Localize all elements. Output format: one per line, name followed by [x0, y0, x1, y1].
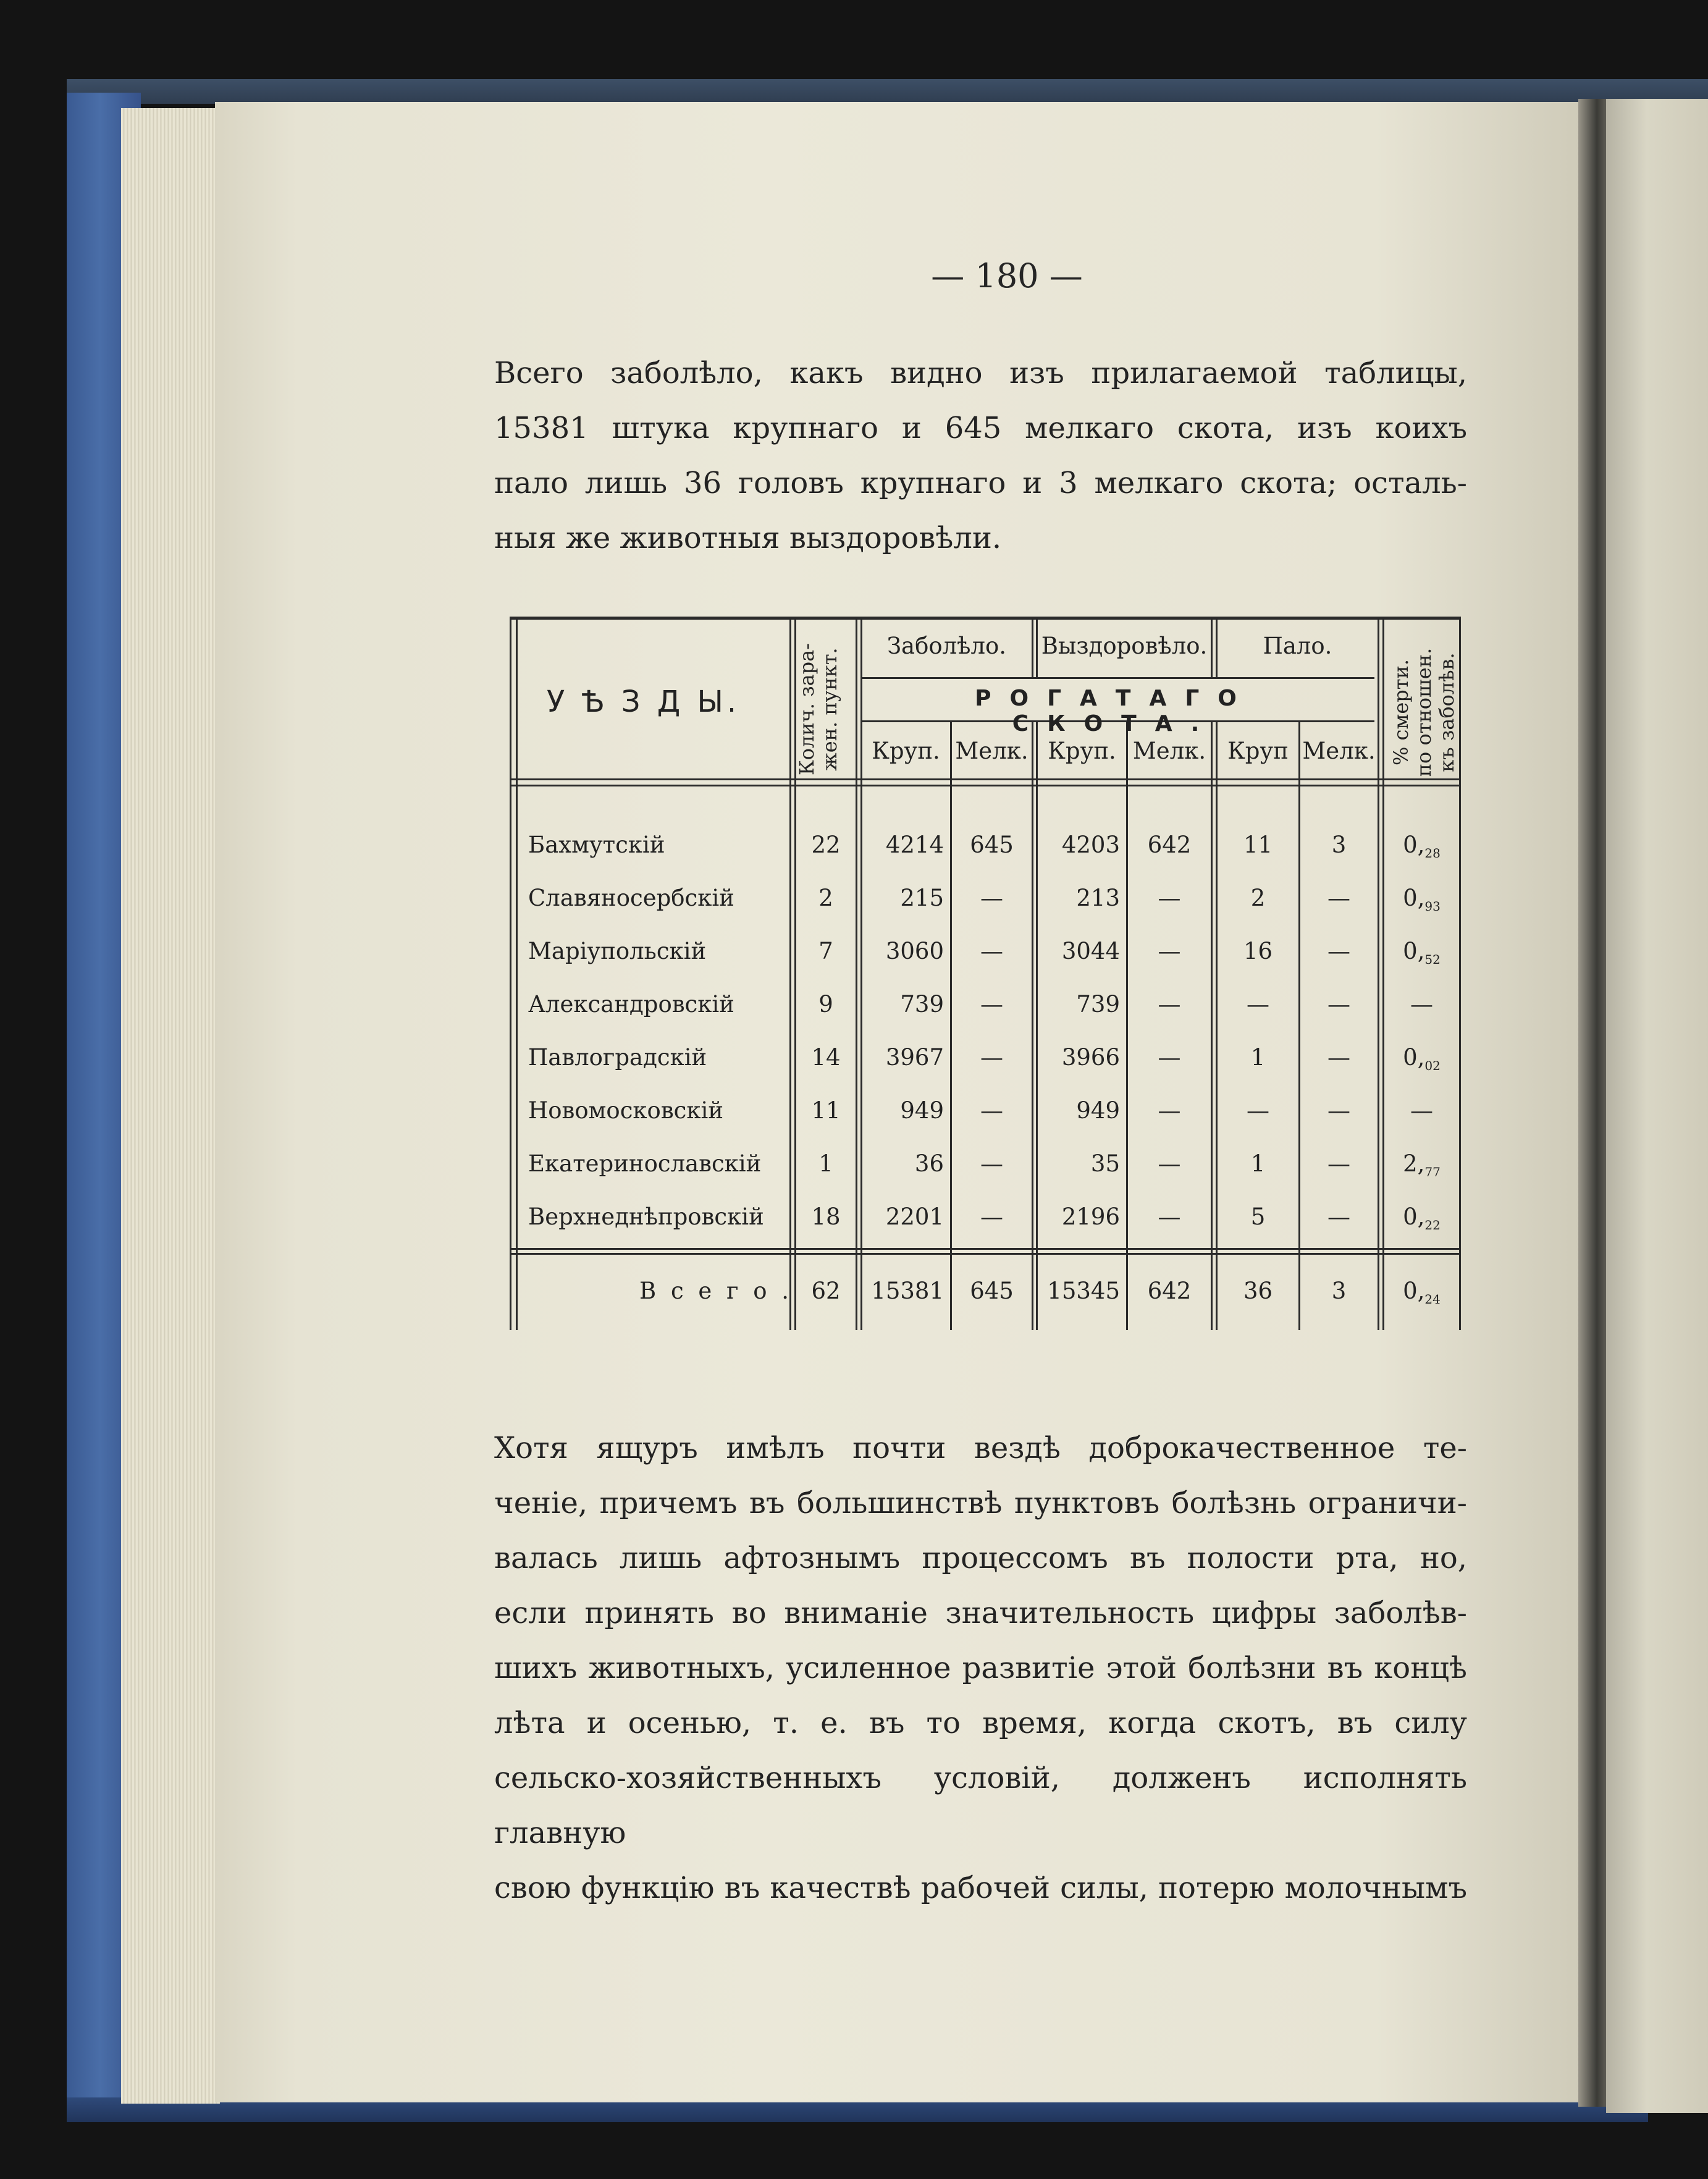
text-line: если принять во вниманіе значительность цифры заболѣв- — [494, 1596, 1467, 1630]
district-name: Александровскій — [528, 991, 734, 1018]
mortality-fraction: 24 — [1424, 1292, 1441, 1307]
cell-points: 11 — [811, 1097, 841, 1124]
mortality-value: — — [1410, 991, 1433, 1018]
cell-sick-large: 3060 — [885, 938, 944, 964]
subheader-died-large: Круп — [1227, 738, 1289, 764]
cell-rec-large: 949 — [1076, 1097, 1120, 1124]
text-line: валась лишь афтознымъ процессомъ въ полости рта, но, — [494, 1541, 1467, 1575]
cell-rec-small: — — [1158, 1203, 1181, 1230]
text-line: 15381 штука крупнаго и 645 мелкаго скота, изъ коихъ — [494, 411, 1467, 445]
next-page-edge — [1606, 99, 1708, 2113]
table-rule-header-bottom-2 — [510, 785, 1461, 786]
mortality-value: 0, — [1403, 938, 1425, 964]
header-infected-points: Колич. зара- жен. пункт. — [795, 643, 841, 776]
header-districts: У Ѣ З Д Ы. — [547, 685, 741, 719]
cell-died-large: 16 — [1243, 938, 1273, 964]
cell-mortality — [1384, 938, 1459, 967]
mortality-value: 0, — [1403, 1203, 1425, 1230]
district-name: Славяносербскій — [528, 885, 734, 911]
text-line: ченіе, причемъ въ большинствѣ пунктовъ болѣзнь ограничи- — [494, 1486, 1467, 1520]
cell-rec-small: — — [1158, 991, 1181, 1018]
mortality-fraction: 22 — [1424, 1218, 1441, 1233]
cell-mortality — [1384, 1044, 1459, 1073]
cell-points: 9 — [818, 991, 833, 1018]
mortality-value: 0, — [1403, 1278, 1425, 1304]
cell-sick-large: 3967 — [885, 1044, 944, 1071]
mortality-fraction: 02 — [1424, 1058, 1441, 1073]
cell-sick-small: — — [980, 1150, 1003, 1177]
table-rule-vertical — [516, 617, 518, 1330]
cell-sick-small: — — [980, 1097, 1003, 1124]
table-rule-vertical — [1298, 722, 1300, 1330]
cell-mortality — [1384, 885, 1459, 914]
mortality-value: 0, — [1403, 832, 1425, 858]
table-rule-vertical — [1036, 722, 1038, 1330]
cell-rec-small: 642 — [1147, 832, 1192, 858]
header-died: Пало. — [1263, 633, 1332, 659]
page-edges — [121, 108, 220, 2104]
cell-mortality — [1384, 991, 1459, 1020]
subheader-recovered-small: Мелк. — [1132, 738, 1206, 764]
header-recovered: Выздоровѣло. — [1041, 633, 1208, 659]
text-line: Всего заболѣло, какъ видно изъ прилагаемой таблицы, — [494, 356, 1467, 390]
cell-points: 22 — [811, 832, 841, 858]
text-line: свою функцію въ качествѣ рабочей силы, потерю молочнымъ — [494, 1871, 1467, 1905]
mortality-value: — — [1410, 1097, 1433, 1124]
cell-rec-large: 15345 — [1047, 1278, 1120, 1304]
cell-died-small: — — [1327, 1150, 1350, 1177]
table-rule-total-top — [510, 1248, 1461, 1250]
district-name: Бахмутскій — [528, 832, 665, 858]
paragraph-1 — [494, 346, 1467, 566]
cell-mortality — [1384, 1150, 1459, 1179]
table-rule-cattle-top — [862, 677, 1374, 679]
cell-rec-large: 3966 — [1061, 1044, 1120, 1071]
cell-sick-small: — — [980, 1044, 1003, 1071]
subheader-sick-small: Мелк. — [955, 738, 1029, 764]
text-line: лѣта и осенью, т. е. въ то время, когда скотъ, въ силу — [494, 1706, 1467, 1740]
subheader-sick-large: Круп. — [872, 738, 940, 764]
cell-mortality — [1384, 1278, 1459, 1307]
cell-rec-large: 4203 — [1061, 832, 1120, 858]
district-name: Павлоградскій — [528, 1044, 707, 1071]
cell-points: 1 — [818, 1150, 833, 1177]
paragraph-2 — [494, 1421, 1467, 1916]
table-rule-vertical — [1216, 722, 1218, 1330]
cell-points: 7 — [818, 938, 833, 964]
table-rule-vertical — [1032, 722, 1033, 1330]
cell-points: 14 — [811, 1044, 841, 1071]
table-rule-total-top-2 — [510, 1253, 1461, 1255]
cell-sick-large: 15381 — [871, 1278, 944, 1304]
cell-rec-small: — — [1158, 1097, 1181, 1124]
text-line: ныя же животныя выздоровѣли. — [494, 521, 1002, 555]
book-gutter — [1578, 99, 1609, 2107]
table-rule-vertical — [510, 617, 511, 1330]
mortality-value: 2, — [1403, 1150, 1425, 1177]
mortality-fraction: 77 — [1424, 1165, 1441, 1179]
cell-died-large: — — [1247, 1097, 1269, 1124]
cell-died-large: 2 — [1250, 885, 1266, 911]
cell-points: 62 — [811, 1278, 841, 1304]
cell-died-large: — — [1247, 991, 1269, 1018]
cell-rec-large: 3044 — [1061, 938, 1120, 964]
table-rule-vertical — [1032, 617, 1033, 678]
cell-rec-large: 2196 — [1061, 1203, 1120, 1230]
cell-died-large: 5 — [1250, 1203, 1266, 1230]
cell-mortality — [1384, 832, 1459, 861]
table-rule-vertical — [950, 722, 952, 1330]
cell-sick-small: 645 — [970, 1278, 1014, 1304]
cell-rec-small: — — [1158, 938, 1181, 964]
total-label: В с е г о . — [639, 1278, 793, 1304]
district-name: Екатеринославскій — [528, 1150, 762, 1177]
cell-sick-large: 949 — [900, 1097, 944, 1124]
cell-died-small: — — [1327, 938, 1350, 964]
cell-died-small: 3 — [1331, 832, 1347, 858]
text-line: шихъ животныхъ, усиленное развитіе этой болѣзни въ концѣ — [494, 1651, 1467, 1685]
cell-died-small: 3 — [1331, 1278, 1347, 1304]
mortality-value: 0, — [1403, 1044, 1425, 1071]
table-rule-vertical — [1378, 617, 1379, 1330]
cell-died-large: 36 — [1243, 1278, 1273, 1304]
header-cattle: РОГАТАГО СКОТА. — [975, 686, 1255, 736]
statistics-table — [510, 617, 1461, 1330]
cell-died-large: 1 — [1250, 1150, 1266, 1177]
table-rule-vertical — [1126, 722, 1128, 1330]
district-name: Верхнеднѣпровскій — [528, 1203, 764, 1230]
mortality-fraction: 28 — [1424, 846, 1441, 861]
cell-sick-small: — — [980, 1203, 1003, 1230]
header-mortality: % смерти. по отношен. къ заболѣв. — [1389, 647, 1458, 777]
text-line: пало лишь 36 головъ крупнаго и 3 мелкаго скота; осталь- — [494, 466, 1467, 500]
cell-sick-large: 4214 — [885, 832, 944, 858]
cell-rec-small: 642 — [1147, 1278, 1192, 1304]
cell-mortality — [1384, 1203, 1459, 1233]
cell-died-small: — — [1327, 885, 1350, 911]
cell-sick-large: 36 — [914, 1150, 944, 1177]
cell-points: 18 — [811, 1203, 841, 1230]
cell-rec-large: 213 — [1076, 885, 1120, 911]
cell-rec-large: 739 — [1076, 991, 1120, 1018]
district-name: Маріупольскій — [528, 938, 707, 964]
mortality-fraction: 52 — [1424, 952, 1441, 967]
table-rule-vertical — [1459, 617, 1461, 1330]
cell-sick-large: 739 — [900, 991, 944, 1018]
mortality-value: 0, — [1403, 885, 1425, 911]
cell-died-large: 11 — [1243, 832, 1273, 858]
table-rule-vertical — [1211, 722, 1213, 1330]
cell-rec-large: 35 — [1090, 1150, 1120, 1177]
cell-points: 2 — [818, 885, 833, 911]
table-rule-vertical — [1211, 617, 1213, 678]
table-rule-top — [510, 617, 1461, 620]
header-sick: Заболѣло. — [886, 633, 1007, 659]
cell-sick-small: — — [980, 885, 1003, 911]
table-rule-header-bottom — [510, 778, 1461, 780]
table-rule-vertical — [789, 617, 791, 1330]
book-cover-top — [67, 79, 1708, 104]
text-line: Хотя ящуръ имѣлъ почти вездѣ доброкачественное те- — [494, 1431, 1467, 1465]
cell-sick-small: 645 — [970, 832, 1014, 858]
cell-rec-small: — — [1158, 1044, 1181, 1071]
cell-sick-small: — — [980, 938, 1003, 964]
cell-sick-large: 2201 — [885, 1203, 944, 1230]
text-line: сельско-хозяйственныхъ условій, долженъ исполнять главную — [494, 1761, 1467, 1850]
cell-died-large: 1 — [1250, 1044, 1266, 1071]
cell-died-small: — — [1327, 991, 1350, 1018]
cell-died-small: — — [1327, 1044, 1350, 1071]
page-number: — 180 — — [931, 256, 1083, 295]
cell-sick-large: 215 — [900, 885, 944, 911]
mortality-fraction: 93 — [1424, 899, 1441, 914]
district-name: Новомосковскій — [528, 1097, 723, 1124]
cell-sick-small: — — [980, 991, 1003, 1018]
subheader-recovered-large: Круп. — [1048, 738, 1116, 764]
subheader-died-small: Мелк. — [1302, 738, 1376, 764]
cell-mortality — [1384, 1097, 1459, 1126]
cell-died-small: — — [1327, 1203, 1350, 1230]
cell-rec-small: — — [1158, 1150, 1181, 1177]
cell-rec-small: — — [1158, 885, 1181, 911]
cell-died-small: — — [1327, 1097, 1350, 1124]
